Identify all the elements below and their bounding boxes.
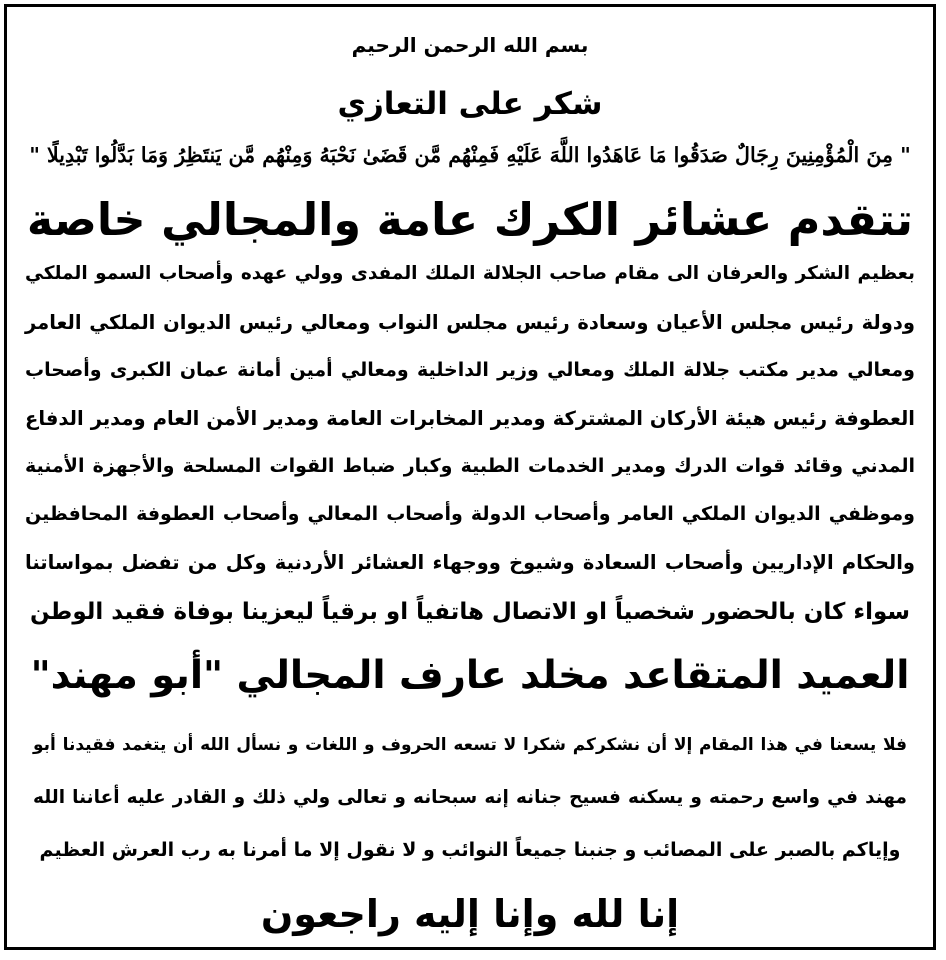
body-line: سواء كان بالحضور شخصياً او الاتصال هاتفياً او برقياً ليعزينا بوفاة فقيد الوطن [29,599,911,625]
deceased-name: العميد المتقاعد مخلد عارف المجالي "أبو مهند" [30,653,910,698]
main-heading: تتقدم عشائر الكرك عامة والمجالي خاصة [26,195,913,246]
body-line: العطوفة رئيس هيئة الأركان المشتركة ومدير المخابرات العامة ومدير الأمن العام ومدير الدفاع [25,407,915,430]
closing-line: مهند في واسع رحمته و يسكنه فسيح جنانه إنه سبحانه و تعالى ولي ذلك و القادر عليه أعاننا الله [33,787,907,808]
closing-line: فلا يسعنا في هذا المقام إلا أن نشكركم شكرا لا تسعه الحروف و اللغات و نسأل الله أن يتغمد فقيدنا أبو [33,735,907,755]
body-line: والحكام الإداريين وأصحاب السعادة وشيوخ ووجهاء العشائر الأردنية وكل من تفضل بمواساتنا [25,551,915,574]
notice-frame [4,4,936,950]
closing-line: وإياكم بالصبر على المصائب و جنبنا جميعاً النوائب و لا نقول إلا ما أمرنا به رب العرش العظيم [39,839,901,861]
body-line: ومعالي مدير مكتب جلالة الملك ومعالي وزير الداخلية ومعالي أمين أمانة عمان الكبرى وأصحاب [25,359,915,381]
body-line: وموظفي الديوان الملكي العامر وأصحاب الدولة وأصحاب المعالي وأصحاب العطوفة المحافظين [25,503,915,525]
body-line: ودولة رئيس مجلس الأعيان وسعادة رئيس مجلس النواب ومعالي رئيس الديوان الملكي العامر [25,311,915,334]
final-phrase: إنا لله وإنا إليه راجعون [260,892,680,936]
body-line: بعظيم الشكر والعرفان الى مقام صاحب الجلالة الملك المفدى وولي عهده وأصحاب السمو الملكي [25,263,915,284]
body-line: المدني وقائد قوات الدرك ومدير الخدمات الطبية وكبار ضباط القوات المسلحة والأجهزة الأمنية [25,455,915,477]
notice-title: شكر على التعازي [337,86,603,122]
basmala: بسم الله الرحمن الرحيم [351,33,589,57]
quran-verse: " مِنَ الْمُؤْمِنِينَ رِجَالٌ صَدَقُوا مَا عَاهَدُوا اللَّهَ عَلَيْهِ فَمِنْهُم مَّن قَضَىٰ نَحْبَهُ وَمِنْهُم مَّن يَنتَظِرُ وَمَا بَدَّلُوا تَبْدِيلًا " [29,143,911,167]
